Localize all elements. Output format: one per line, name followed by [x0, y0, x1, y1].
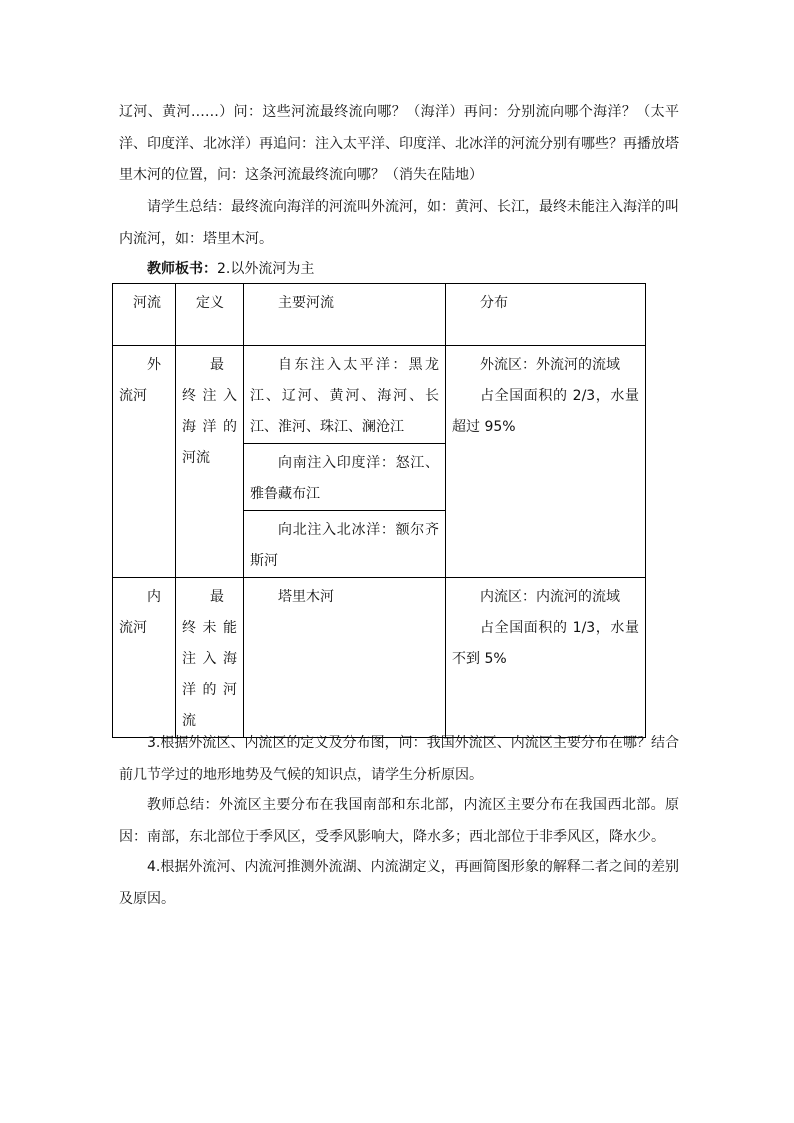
- table-row-inner: [113, 578, 646, 738]
- cell-outer-distribution: 外流区：外流河的流域 占全国面积的 2/3，水量超过 95%: [446, 346, 646, 578]
- cell-inner-definition: 最终未能注入海洋的河流: [176, 578, 244, 738]
- cell-outer-definition: 最终注入海洋的河流: [176, 346, 244, 578]
- table-row-outer: [113, 346, 646, 444]
- header-definition: 定义: [176, 284, 244, 346]
- cell-inner-distribution: 内流区：内流河的流域 占全国面积的 1/3，水量不到 5%: [446, 578, 646, 738]
- paragraph-question-4: 4.根据外流河、内流河推测外流湖、内流湖定义，再画简图形象的解释二者之间的差别及原因。: [119, 859, 679, 907]
- board-writing-heading: [147, 254, 314, 285]
- board-writing-text: 2.以外流河为主: [217, 261, 315, 277]
- cell-outer-indian: 向南注入印度洋：怒江、雅鲁藏布江: [244, 444, 446, 511]
- paragraph-teacher-summary: 教师总结：外流区主要分布在我国南部和东北部，内流区主要分布在我国西北部。原因：南部，东北部位于季风区，受季风影响大，降水多；西北部位于非季风区，降水少。: [119, 797, 679, 845]
- header-main-rivers: 主要河流: [244, 284, 446, 346]
- header-river: 河流: [113, 284, 176, 346]
- paragraph-question-3: 3.根据外流区、内流区的定义及分布图，问：我国外流区、内流区主要分布在哪？结合前几节学过的地形地势及气候的知识点，请学生分析原因。: [119, 735, 679, 783]
- cell-inner-river: 塔里木河: [244, 578, 446, 738]
- river-table: [112, 283, 646, 738]
- table-header-row: [113, 284, 646, 346]
- paragraph-student-summary: 请学生总结：最终流向海洋的河流叫外流河，如：黄河、长江，最终未能注入海洋的叫内流河，如：塔里木河。: [119, 199, 679, 247]
- board-writing-label: 教师板书：: [147, 261, 217, 277]
- cell-outer-pacific: 自东注入太平洋：黑龙江、辽河、黄河、海河、长江、淮河、珠江、澜沧江: [244, 346, 446, 444]
- cell-inner-name: 内流河: [113, 578, 176, 738]
- header-distribution: 分布: [446, 284, 646, 346]
- paragraph-intro-questions: 辽河、黄河……）问：这些河流最终流向哪？（海洋）再问：分别流向哪个海洋？（太平洋、印度洋、北冰洋）再追问：注入太平洋、印度洋、北冰洋的河流分别有哪些？再播放塔里木河的位置，问：这条河流最终流向哪？（消失在陆地）: [119, 104, 679, 183]
- cell-outer-arctic: 向北注入北冰洋：额尔齐斯河: [244, 511, 446, 578]
- cell-outer-name: 外流河: [113, 346, 176, 578]
